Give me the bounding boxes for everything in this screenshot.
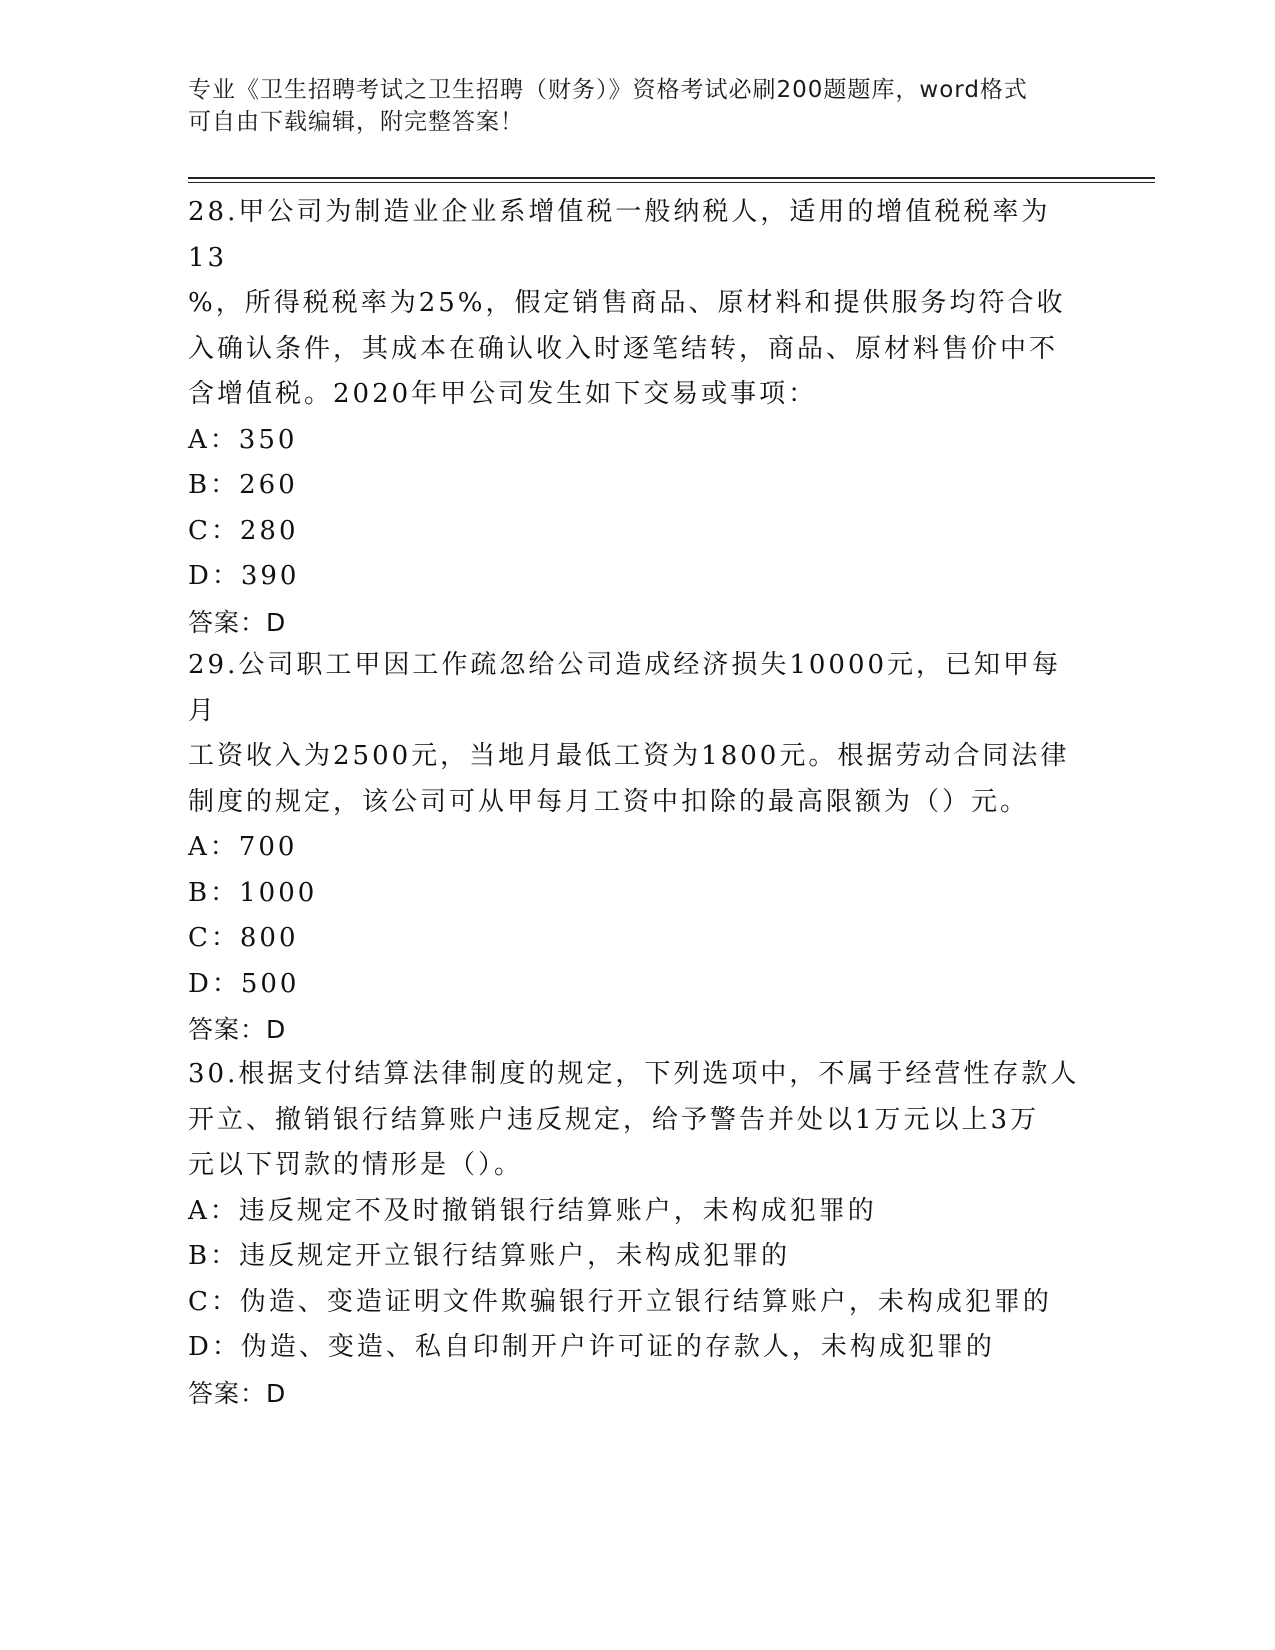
option-b: B：违反规定开立银行结算账户，未构成犯罪的 (188, 1241, 791, 1271)
option-b: B：1000 (188, 877, 318, 908)
answer-label: 答案：D (188, 1015, 287, 1044)
question-stem-line: %，所得税税率为25%，假定销售商品、原材料和提供服务均符合收 (188, 288, 1066, 318)
question-stem-line: 29.公司职工甲因工作疏忽给公司造成经济损失10000元，已知甲每月 (188, 650, 1062, 726)
option-a: A：违反规定不及时撤销银行结算账户，未构成犯罪的 (188, 1195, 877, 1226)
option-a: A：700 (188, 832, 298, 862)
option-c: C：800 (188, 923, 299, 953)
header-divider-thin (188, 182, 1155, 183)
option-c: C：伪造、变造证明文件欺骗银行开立银行结算账户，未构成犯罪的 (188, 1286, 1052, 1317)
question-29 (188, 643, 1088, 1052)
question-stem-line: 入确认条件，其成本在确认收入时逐笔结转，商品、原材料售价中不 (188, 333, 1059, 364)
question-stem-line: 制度的规定，该公司可从甲每月工资中扣除的最高限额为（）元。 (188, 786, 1030, 817)
header-line-2: 可自由下载编辑，附完整答案！ (188, 109, 524, 135)
question-28 (188, 190, 1088, 645)
header-line-1: 专业《卫生招聘考试之卫生招聘（财务）》资格考试必刷200题题库，word格式 (188, 77, 1028, 103)
question-stem-line: 开立、撤销银行结算账户违反规定，给予警告并处以1万元以上3万 (188, 1104, 1040, 1135)
question-stem-line: 工资收入为2500元，当地月最低工资为1800元。根据劳动合同法律 (188, 741, 1070, 771)
option-a: A：350 (188, 424, 298, 455)
answer-label: 答案：D (188, 607, 287, 637)
document-header (188, 74, 1068, 138)
question-stem-line: 含增值税。2020年甲公司发生如下交易或事项： (188, 379, 818, 409)
option-d: D：390 (188, 561, 300, 591)
option-c: C：280 (188, 515, 299, 546)
option-d: D：500 (188, 968, 300, 999)
answer-label: 答案：D (188, 1378, 287, 1408)
question-stem-line: 元以下罚款的情形是（）。 (188, 1150, 524, 1180)
question-30 (188, 1052, 1088, 1416)
option-b: B：260 (188, 470, 298, 500)
option-d: D：伪造、变造、私自印制开户许可证的存款人，未构成犯罪的 (188, 1332, 995, 1362)
header-divider-thick (188, 177, 1155, 179)
question-stem-line: 30.根据支付结算法律制度的规定，下列选项中，不属于经营性存款人 (188, 1059, 1080, 1089)
question-stem-line: 28.甲公司为制造业企业系增值税一般纳税人，适用的增值税税率为13 (188, 197, 1051, 273)
